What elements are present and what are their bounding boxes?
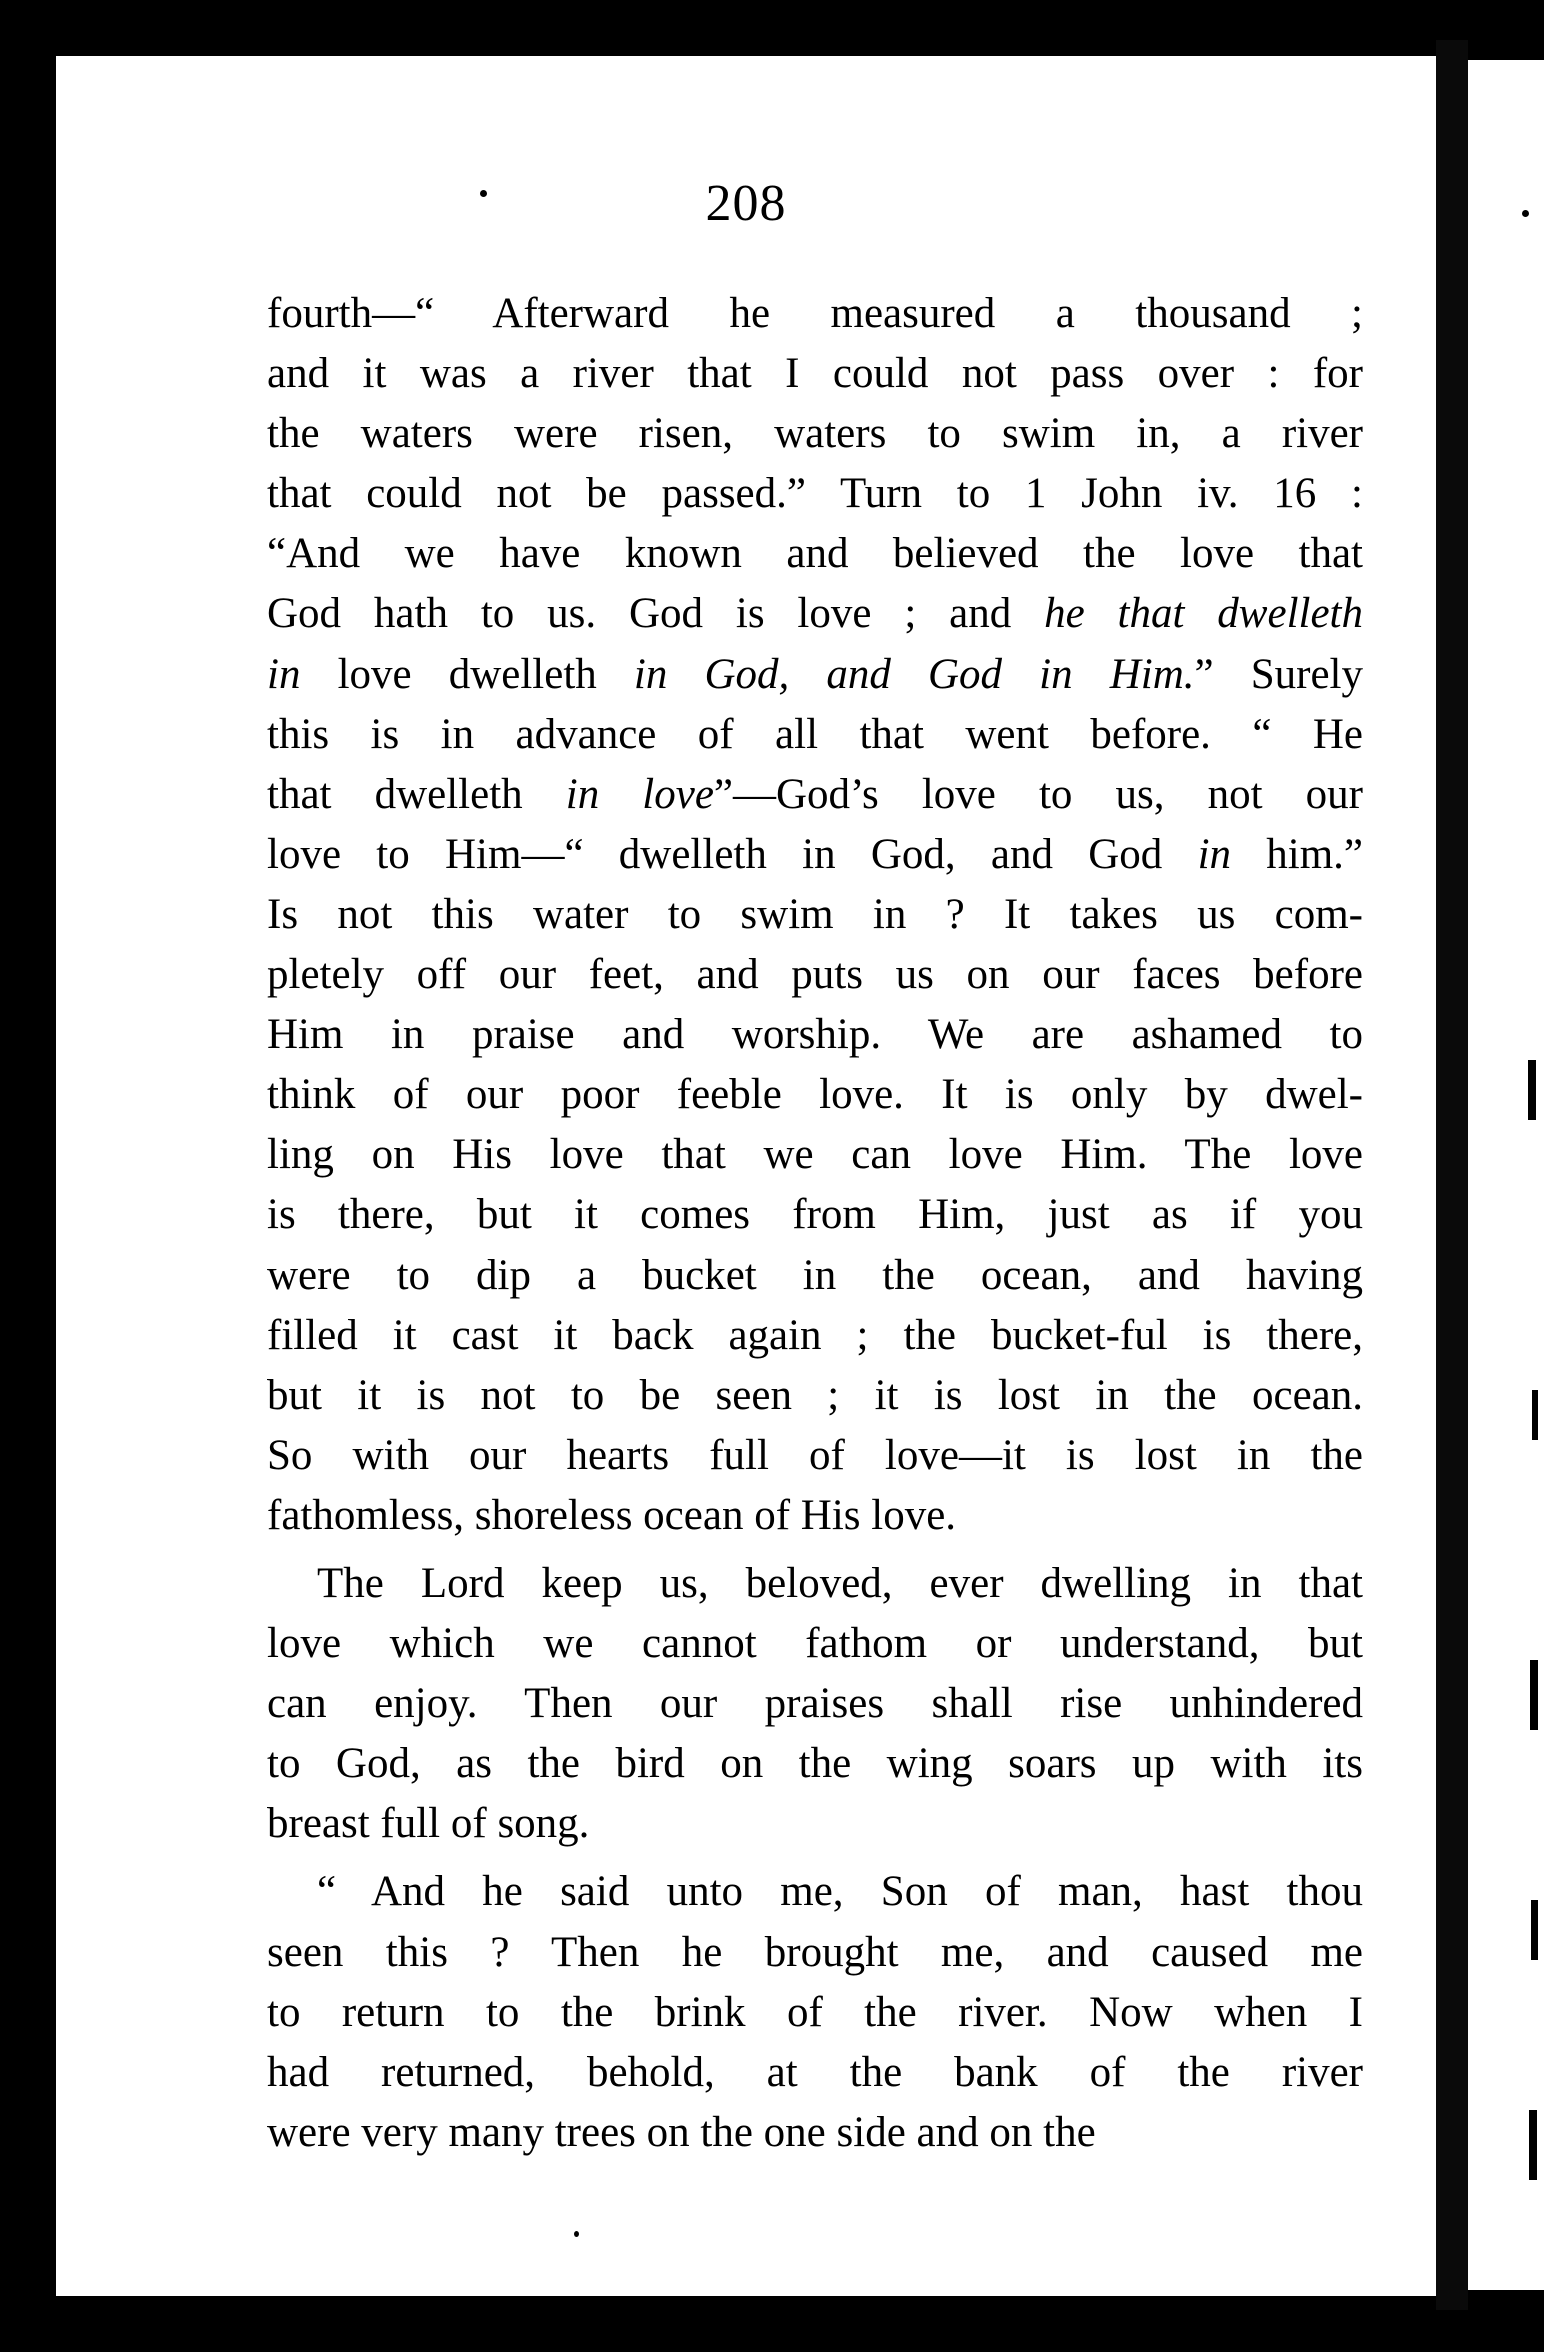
- text-line: this is in advance of all that went before. “ He: [267, 710, 1363, 758]
- text-line: The Lord keep us, beloved, ever dwelling in that: [317, 1559, 1363, 1607]
- text-line: “And we have known and believed the love that: [267, 530, 1363, 578]
- text-line: can enjoy. Then our praises shall rise unhindered: [267, 1680, 1363, 1728]
- scan-border-top: [0, 0, 1544, 56]
- text-line: to return to the brink of the river. Now when I: [267, 1988, 1363, 2036]
- italic-text: he that dwelleth: [1044, 590, 1363, 638]
- text-line: fourth—“ Afterward he measured a thousand ;: [267, 290, 1363, 337]
- page-gutter-edge: [1436, 40, 1468, 2310]
- text-line: pletely off our feet, and puts us on our faces before: [267, 951, 1363, 999]
- text-line: love to Him—“ dwelleth in God, and God in him.”: [267, 830, 1364, 878]
- text-line: that dwelleth in love”—God’s love to us, not our: [267, 770, 1363, 818]
- text-line: the waters were risen, waters to swim in, a river: [267, 410, 1363, 458]
- italic-text: in God, and God in Him.: [633, 650, 1195, 698]
- text-line: but it is not to be seen ; it is lost in the ocean.: [267, 1371, 1363, 1419]
- text-line: that could not be passed.” Turn to 1 John iv. 16 :: [267, 470, 1363, 518]
- italic-text: in: [267, 650, 301, 698]
- text-line: is there, but it comes from Him, just as if you: [267, 1191, 1363, 1239]
- text-line: were very many trees on the one side and on the: [267, 2108, 1096, 2156]
- book-page: [56, 56, 1436, 2296]
- text-line: and it was a river that I could not pass over : for: [267, 350, 1363, 398]
- text-line: ling on His love that we can love Him. The love: [267, 1131, 1363, 1179]
- page-number: 208: [705, 175, 787, 232]
- text-line: in love dwelleth in God, and God in Him.” Surely: [267, 650, 1363, 698]
- text-line: love which we cannot fathom or understand, but: [267, 1620, 1363, 1668]
- text-line: were to dip a bucket in the ocean, and having: [267, 1251, 1363, 1299]
- text-line: had returned, behold, at the bank of the river: [267, 2048, 1363, 2096]
- italic-text: in: [1197, 830, 1232, 878]
- ink-speck: [574, 2231, 579, 2237]
- text-line: “ And he said unto me, Son of man, hast thou: [317, 1868, 1363, 1916]
- italic-text: in love: [565, 770, 714, 818]
- text-line: Is not this water to swim in ? It takes us com-: [267, 890, 1363, 938]
- text-line: to God, as the bird on the wing soars up with its: [267, 1740, 1363, 1788]
- body-text: [267, 284, 1363, 2163]
- text-line: fathomless, shoreless ocean of His love.: [267, 1491, 957, 1539]
- text-line: filled it cast it back again ; the bucket-ful is there,: [267, 1311, 1363, 1359]
- text-line: So with our hearts full of love—it is lost in the: [267, 1431, 1363, 1479]
- text-line: breast full of song.: [267, 1800, 590, 1848]
- facing-page-fragment: [1468, 60, 1544, 2290]
- text-line: think of our poor feeble love. It is only by dwel-: [267, 1071, 1363, 1119]
- text-line: seen this ? Then he brought me, and caused me: [267, 1928, 1363, 1976]
- text-line: Him in praise and worship. We are ashamed to: [267, 1011, 1363, 1059]
- text-line: God hath to us. God is love ; and he that dwelleth: [267, 590, 1363, 638]
